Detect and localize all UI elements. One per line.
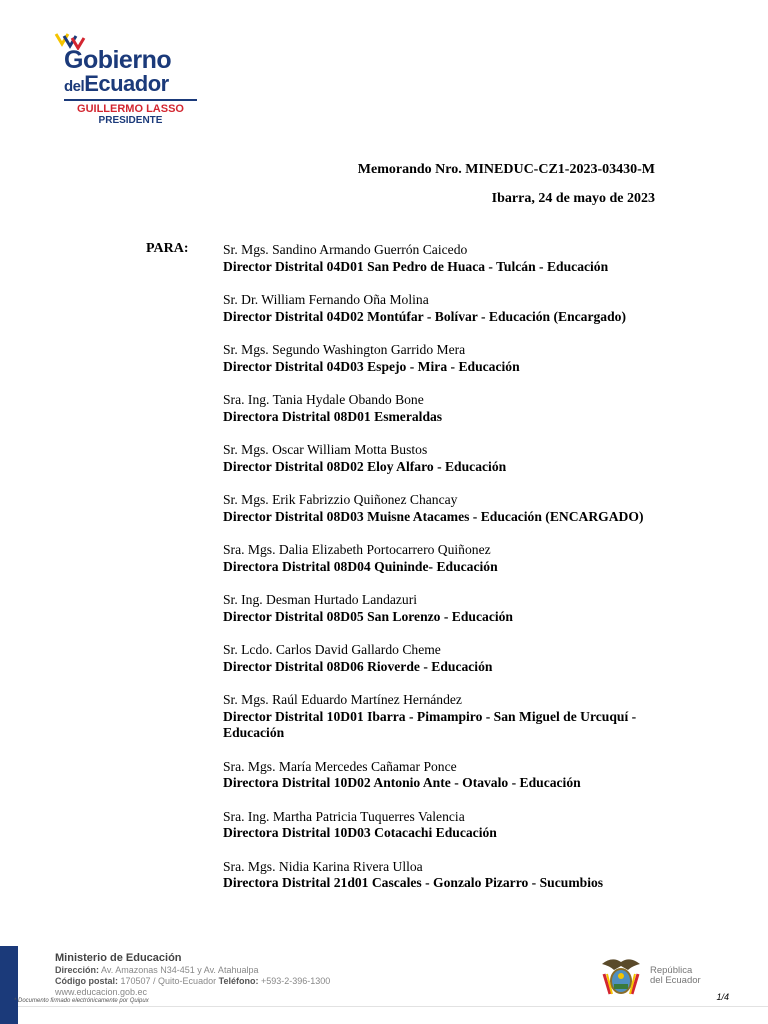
footer-ministry: Ministerio de Educación <box>55 952 182 964</box>
page-number: 1/4 <box>716 992 729 1002</box>
signed-note: * Documento firmado electrónicamente por Quipux <box>14 998 149 1004</box>
recipient-entry <box>223 759 663 792</box>
recipient-entry <box>223 292 663 325</box>
recipient-name: Sra. Ing. Tania Hydale Obando Bone <box>223 392 424 407</box>
recipient-entry <box>223 592 663 625</box>
coat-of-arms-icon <box>598 954 644 1000</box>
recipient-name: Sr. Lcdo. Carlos David Gallardo Cheme <box>223 642 441 657</box>
logo-leader-role: PRESIDENTE <box>98 115 163 126</box>
footer-accent-bar <box>0 946 18 1024</box>
recipient-title: Director Distrital 04D02 Montúfar - Bolívar - Educación (Encargado) <box>223 308 626 324</box>
footer-website-link[interactable]: www.educacion.gob.ec <box>55 987 148 997</box>
recipient-title: Directora Distrital 10D02 Antonio Ante - Otavalo - Educación <box>223 775 581 790</box>
memo-number: Memorando Nro. MINEDUC-CZ1-2023-03430-M <box>357 162 655 177</box>
recipient-name: Sra. Ing. Martha Patricia Tuquerres Valencia <box>223 808 465 824</box>
recipient-title: Director Distrital 04D03 Espejo - Mira - Educación <box>223 358 520 374</box>
logo-word-ecuador: delEcuador <box>64 71 169 96</box>
recipient-name: Sr. Mgs. Segundo Washington Garrido Mera <box>223 342 466 357</box>
para-label: PARA: <box>146 241 189 256</box>
memo-date: Ibarra, 24 de mayo de 2023 <box>491 191 655 206</box>
recipient-entry <box>223 492 663 525</box>
footer-postal-phone: Código postal: 170507 / Quito-Ecuador Teléfono: +593-2-396-1300 <box>55 976 331 986</box>
recipient-name: Sr. Dr. William Fernando Oña Molina <box>223 292 429 307</box>
recipient-title: Director Distrital 08D06 Rioverde - Educación <box>223 658 493 674</box>
footer-divider <box>18 1006 768 1007</box>
recipient-name: Sr. Mgs. Sandino Armando Guerrón Caicedo <box>223 242 468 257</box>
recipient-title: Director Distrital 04D01 San Pedro de Huaca - Tulcán - Educación <box>223 258 609 274</box>
recipient-title: Directora Distrital 08D04 Quininde- Educación <box>223 558 498 574</box>
recipient-title: Director Distrital 08D02 Eloy Alfaro - Educación <box>223 458 507 474</box>
recipient-list <box>223 242 663 909</box>
recipient-entry <box>223 642 663 675</box>
recipient-entry <box>223 692 663 742</box>
footer-contact <box>55 952 330 998</box>
recipient-name: Sr. Mgs. Oscar William Motta Bustos <box>223 442 428 457</box>
footer-address: Dirección: Av. Amazonas N34-451 y Av. Atahualpa <box>55 965 259 975</box>
logo-divider <box>64 99 197 101</box>
logo-leader-name: GUILLERMO LASSO <box>77 103 184 115</box>
government-logo <box>52 32 212 127</box>
recipient-entry <box>223 809 663 842</box>
recipient-title: Directora Distrital 08D01 Esmeraldas <box>223 408 443 424</box>
recipient-title: Director Distrital 10D01 Ibarra - Pimampiro - San Miguel de Urcuquí - Educación <box>223 708 637 740</box>
recipient-entry <box>223 859 663 892</box>
recipient-name: Sra. Mgs. María Mercedes Cañamar Ponce <box>223 758 457 774</box>
recipient-entry <box>223 342 663 375</box>
recipient-title: Directora Distrital 10D03 Cotacachi Educación <box>223 825 497 840</box>
recipient-name: Sr. Mgs. Erik Fabrizzio Quiñonez Chancay <box>223 492 458 507</box>
recipient-entry <box>223 542 663 575</box>
recipient-entry <box>223 242 663 275</box>
recipient-name: Sra. Mgs. Dalia Elizabeth Portocarrero Quiñonez <box>223 542 491 557</box>
logo-word-gobierno: Gobierno <box>64 46 172 74</box>
republic-label: República del Ecuador <box>650 965 701 986</box>
recipient-entry <box>223 442 663 475</box>
recipient-name: Sr. Mgs. Raúl Eduardo Martínez Hernández <box>223 692 462 707</box>
recipient-name: Sr. Ing. Desman Hurtado Landazuri <box>223 592 418 607</box>
recipient-title: Director Distrital 08D05 San Lorenzo - Educación <box>223 608 513 624</box>
recipient-title: Director Distrital 08D03 Muisne Atacames - Educación (ENCARGADO) <box>223 508 644 524</box>
recipient-name: Sra. Mgs. Nidia Karina Rivera Ulloa <box>223 858 423 874</box>
recipient-entry <box>223 392 663 425</box>
recipient-title: Directora Distrital 21d01 Cascales - Gonzalo Pizarro - Sucumbios <box>223 875 604 890</box>
